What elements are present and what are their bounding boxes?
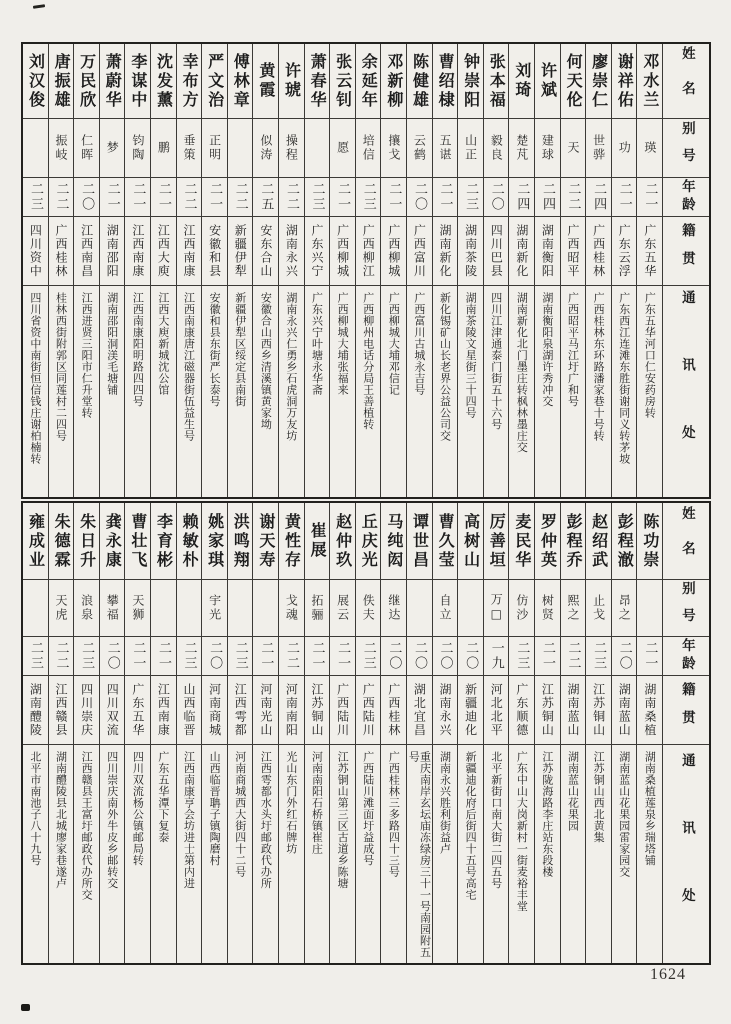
native-place-cell: 广东五华 bbox=[637, 217, 662, 285]
address-cell: 湖南桑植莲泉乡瑞塔铺 bbox=[637, 745, 662, 963]
alias-cell: 天 bbox=[561, 119, 586, 177]
native-place-cell: 湖北宜昌 bbox=[407, 676, 432, 744]
native-place-cell: 广西桂林 bbox=[49, 217, 74, 285]
alias-cell: 五谌 bbox=[433, 119, 458, 177]
native-place-cell: 湖南醴陵 bbox=[23, 676, 48, 744]
name-cell: 曹绍棣 bbox=[433, 44, 458, 118]
age-cell: 二一 bbox=[433, 178, 458, 216]
native-place-cell: 湖南蓝山 bbox=[561, 676, 586, 744]
native-place-cell: 广西陆川 bbox=[356, 676, 381, 744]
age-cell: 二二 bbox=[228, 178, 253, 216]
address-cell: 新化锡矿山长老界公益公司交 bbox=[433, 286, 458, 497]
alias-cell: 梦 bbox=[100, 119, 125, 177]
age-cell: 二〇 bbox=[433, 637, 458, 675]
age-cell: 二二 bbox=[561, 178, 586, 216]
native-place-cell: 河南商城 bbox=[202, 676, 227, 744]
alias-cell: 培信 bbox=[356, 119, 381, 177]
address-cell: 广东兴宁叶塘永华斋 bbox=[305, 286, 330, 497]
alias-cell: 钧陶 bbox=[125, 119, 150, 177]
address-cell: 广西桂林东环路潘家巷十号转 bbox=[586, 286, 611, 497]
name-cell: 黄霞 bbox=[253, 44, 278, 118]
address-cell: 山西临晋聃子镇陶磨村 bbox=[202, 745, 227, 963]
native-place-cell: 湖南永兴 bbox=[433, 676, 458, 744]
age-cell: 二二 bbox=[561, 637, 586, 675]
alias-cell: 毅良 bbox=[484, 119, 509, 177]
address-cell: 江苏铜山西北黄集 bbox=[586, 745, 611, 963]
alias-cell bbox=[305, 119, 330, 177]
alias-cell: 振岐 bbox=[49, 119, 74, 177]
alias-cell bbox=[228, 580, 253, 636]
name-cell: 谢天寿 bbox=[253, 503, 278, 579]
alias-cell bbox=[458, 580, 483, 636]
native-place-cell: 新疆伊犁 bbox=[228, 217, 253, 285]
registry-table-bottom-wrap bbox=[21, 501, 711, 965]
address-cell: 新疆迪化府后街四十五号高宅 bbox=[458, 745, 483, 963]
scan-artifact-bottom bbox=[21, 1004, 30, 1011]
name-cell: 钟崇阳 bbox=[458, 44, 483, 118]
address-cell: 江西雩都水头圩邮政代办所 bbox=[253, 745, 278, 963]
name-cell: 崔展 bbox=[305, 503, 330, 579]
name-cell: 赵仲玖 bbox=[330, 503, 355, 579]
native-place-cell: 湖南茶陵 bbox=[458, 217, 483, 285]
name-cell: 赖敏朴 bbox=[177, 503, 202, 579]
name-cell: 黄性存 bbox=[279, 503, 304, 579]
name-cell: 唐振雄 bbox=[49, 44, 74, 118]
address-cell: 广西柳州电话分局王善植转 bbox=[356, 286, 381, 497]
header-native: 籍贯 bbox=[663, 217, 709, 285]
address-cell: 重庆南岸玄坛庙冻绿房三十一号南园附五号 bbox=[407, 745, 432, 963]
native-place-cell: 湖南新化 bbox=[509, 217, 534, 285]
native-place-cell: 广西柳城 bbox=[381, 217, 406, 285]
native-place-cell: 广西桂林 bbox=[586, 217, 611, 285]
name-cell: 萧蔚华 bbox=[100, 44, 125, 118]
age-cell: 二一 bbox=[330, 178, 355, 216]
address-cell: 湖南蓝山花果园 bbox=[561, 745, 586, 963]
header-name: 姓名 bbox=[663, 503, 709, 579]
age-cell: 二一 bbox=[535, 637, 560, 675]
name-cell: 刘琦 bbox=[509, 44, 534, 118]
name-cell: 许斌 bbox=[535, 44, 560, 118]
address-cell: 广东中山大岗新村一街麦裕丰堂 bbox=[509, 745, 534, 963]
name-cell: 张云钊 bbox=[330, 44, 355, 118]
header-native: 籍贯 bbox=[663, 676, 709, 744]
native-place-cell: 湖南邵阳 bbox=[100, 217, 125, 285]
alias-cell: 垂策 bbox=[177, 119, 202, 177]
native-place-cell: 新疆迪化 bbox=[458, 676, 483, 744]
address-cell: 广西陆川滩面圩益成号 bbox=[356, 745, 381, 963]
address-cell: 湖南永兴胜利街益卢 bbox=[433, 745, 458, 963]
address-cell: 湖南新化北门墨庄转枫林墨庄交 bbox=[509, 286, 534, 497]
native-place-cell: 广东五华 bbox=[125, 676, 150, 744]
name-cell: 邓水兰 bbox=[637, 44, 662, 118]
header-age: 年龄 bbox=[663, 178, 709, 216]
alias-cell: 建球 bbox=[535, 119, 560, 177]
name-cell: 张本福 bbox=[484, 44, 509, 118]
page-number: 1624 bbox=[650, 966, 686, 983]
name-cell: 沈发薰 bbox=[151, 44, 176, 118]
age-cell: 二三 bbox=[509, 637, 534, 675]
header-addr: 通讯处 bbox=[663, 745, 709, 963]
scan-artifact-top bbox=[33, 4, 45, 9]
age-cell: 二一 bbox=[100, 178, 125, 216]
native-place-cell: 广东兴宁 bbox=[305, 217, 330, 285]
header-addr: 通讯处 bbox=[663, 286, 709, 497]
age-cell: 二三 bbox=[305, 178, 330, 216]
address-cell: 北平新街口南大街二四五号 bbox=[484, 745, 509, 963]
address-cell: 江西南康唐江磁器街伍益生号 bbox=[177, 286, 202, 497]
age-cell: 二〇 bbox=[458, 637, 483, 675]
native-place-cell: 广西陆川 bbox=[330, 676, 355, 744]
registry-table-bottom bbox=[21, 501, 711, 965]
native-place-cell: 安东合山 bbox=[253, 217, 278, 285]
name-cell: 傅林章 bbox=[228, 44, 253, 118]
address-cell: 广西富川古城永吉号 bbox=[407, 286, 432, 497]
native-place-cell: 江苏铜山 bbox=[586, 676, 611, 744]
name-cell: 马纯闳 bbox=[381, 503, 406, 579]
alias-cell: 仁晖 bbox=[74, 119, 99, 177]
name-cell: 萧春华 bbox=[305, 44, 330, 118]
name-cell: 廖崇仁 bbox=[586, 44, 611, 118]
address-cell: 广西柳城大埔张福来 bbox=[330, 286, 355, 497]
age-cell: 二三 bbox=[228, 637, 253, 675]
alias-cell bbox=[23, 119, 48, 177]
alias-cell: 戈魂 bbox=[279, 580, 304, 636]
name-cell: 朱日升 bbox=[74, 503, 99, 579]
address-cell: 河南南阳石桥镇崔庄 bbox=[305, 745, 330, 963]
address-cell: 江西南康亨会坊进士第内进 bbox=[177, 745, 202, 963]
age-cell: 二四 bbox=[509, 178, 534, 216]
name-cell: 刘汉俊 bbox=[23, 44, 48, 118]
name-cell: 万民欣 bbox=[74, 44, 99, 118]
address-cell: 四川江津通泰门街五十六号 bbox=[484, 286, 509, 497]
age-cell: 二一 bbox=[305, 637, 330, 675]
age-cell: 二一 bbox=[253, 637, 278, 675]
native-place-cell: 江西大庾 bbox=[151, 217, 176, 285]
alias-cell: 正明 bbox=[202, 119, 227, 177]
name-cell: 邓新柳 bbox=[381, 44, 406, 118]
age-cell: 二一 bbox=[202, 178, 227, 216]
name-cell: 丘庆光 bbox=[356, 503, 381, 579]
alias-cell: 天狮 bbox=[125, 580, 150, 636]
age-cell: 二二 bbox=[49, 178, 74, 216]
alias-cell: 功 bbox=[612, 119, 637, 177]
address-cell: 广东西江连滩东胜街谢同义转茅坡 bbox=[612, 286, 637, 497]
name-cell: 彭程澈 bbox=[612, 503, 637, 579]
alias-cell: 自立 bbox=[433, 580, 458, 636]
name-cell: 谭世昌 bbox=[407, 503, 432, 579]
alias-cell bbox=[253, 580, 278, 636]
registry-table-top bbox=[21, 42, 711, 499]
name-cell: 龚永康 bbox=[100, 503, 125, 579]
address-cell: 广西柳城大埔邓信记 bbox=[381, 286, 406, 497]
name-cell: 陈功崇 bbox=[637, 503, 662, 579]
name-cell: 严文治 bbox=[202, 44, 227, 118]
alias-cell bbox=[177, 580, 202, 636]
address-cell: 四川省资中南街恒信钱庄谢柏楠转 bbox=[23, 286, 48, 497]
address-cell: 广西桂林三多路四十三号 bbox=[381, 745, 406, 963]
header-name: 姓名 bbox=[663, 44, 709, 118]
native-place-cell: 湖南衡阳 bbox=[535, 217, 560, 285]
alias-cell bbox=[228, 119, 253, 177]
native-place-cell: 湖南新化 bbox=[433, 217, 458, 285]
age-cell: 二〇 bbox=[381, 637, 406, 675]
name-cell: 李育彬 bbox=[151, 503, 176, 579]
address-cell: 江苏铜山第三区古道乡陈塘 bbox=[330, 745, 355, 963]
header-age: 年龄 bbox=[663, 637, 709, 675]
age-cell: 二三 bbox=[586, 637, 611, 675]
name-cell: 曹久莹 bbox=[433, 503, 458, 579]
native-place-cell: 四川崇庆 bbox=[74, 676, 99, 744]
address-cell: 江苏陇海路李庄站东段楼 bbox=[535, 745, 560, 963]
age-cell: 二一 bbox=[125, 178, 150, 216]
native-place-cell: 广东顺德 bbox=[509, 676, 534, 744]
name-cell: 厉善垣 bbox=[484, 503, 509, 579]
native-place-cell: 广西昭平 bbox=[561, 217, 586, 285]
name-cell: 彭程乔 bbox=[561, 503, 586, 579]
header-hao: 别号 bbox=[663, 580, 709, 636]
age-cell: 二三 bbox=[23, 637, 48, 675]
native-place-cell: 江西南康 bbox=[177, 217, 202, 285]
address-cell: 湖南永兴仁勇乡石虎洞万友坊 bbox=[279, 286, 304, 497]
native-place-cell: 河南光山 bbox=[253, 676, 278, 744]
native-place-cell: 四川资中 bbox=[23, 217, 48, 285]
native-place-cell: 江西雩都 bbox=[228, 676, 253, 744]
name-cell: 谢祥佑 bbox=[612, 44, 637, 118]
alias-cell: 云鹤 bbox=[407, 119, 432, 177]
age-cell: 二三 bbox=[177, 637, 202, 675]
name-cell: 高树山 bbox=[458, 503, 483, 579]
age-cell: 二一 bbox=[330, 637, 355, 675]
age-cell: 二一 bbox=[381, 178, 406, 216]
age-cell: 二〇 bbox=[612, 637, 637, 675]
alias-cell: 熙之 bbox=[561, 580, 586, 636]
age-cell: 二二 bbox=[279, 178, 304, 216]
age-cell: 二〇 bbox=[74, 178, 99, 216]
address-cell: 安徽和县东街严长泰号 bbox=[202, 286, 227, 497]
age-cell: 二〇 bbox=[407, 178, 432, 216]
address-cell: 四川双流杨公镇邮局转 bbox=[125, 745, 150, 963]
alias-cell: 浪泉 bbox=[74, 580, 99, 636]
address-cell: 广东五华潭下复泰 bbox=[151, 745, 176, 963]
age-cell: 二三 bbox=[356, 178, 381, 216]
address-cell: 北平市南池子八十九号 bbox=[23, 745, 48, 963]
native-place-cell: 广东云浮 bbox=[612, 217, 637, 285]
address-cell: 四川崇庆南外牛皮乡邮转交 bbox=[100, 745, 125, 963]
native-place-cell: 河南南阳 bbox=[279, 676, 304, 744]
alias-cell bbox=[151, 580, 176, 636]
alias-cell: 佚夫 bbox=[356, 580, 381, 636]
alias-cell: 止戈 bbox=[586, 580, 611, 636]
address-cell: 湖南蓝山花果园雷家园交 bbox=[612, 745, 637, 963]
alias-cell: 愿 bbox=[330, 119, 355, 177]
age-cell: 二三 bbox=[356, 637, 381, 675]
name-cell: 朱德霖 bbox=[49, 503, 74, 579]
name-cell: 陈健雄 bbox=[407, 44, 432, 118]
native-place-cell: 江西南康 bbox=[151, 676, 176, 744]
native-place-cell: 四川巴县 bbox=[484, 217, 509, 285]
address-cell: 安徽合山西乡清溪镇黄家坳 bbox=[253, 286, 278, 497]
age-cell: 二二 bbox=[49, 637, 74, 675]
name-cell: 何天伦 bbox=[561, 44, 586, 118]
name-cell: 李谋中 bbox=[125, 44, 150, 118]
age-cell: 二〇 bbox=[100, 637, 125, 675]
native-place-cell: 江西南昌 bbox=[74, 217, 99, 285]
address-cell: 湖南醴陵县北城廖家巷遂卢 bbox=[49, 745, 74, 963]
native-place-cell: 湖南永兴 bbox=[279, 217, 304, 285]
name-cell: 雍成业 bbox=[23, 503, 48, 579]
age-cell: 二一 bbox=[637, 637, 662, 675]
alias-cell: 展云 bbox=[330, 580, 355, 636]
age-cell: 二五 bbox=[253, 178, 278, 216]
address-cell: 江西南康阳明路四四号 bbox=[125, 286, 150, 497]
native-place-cell: 江西赣县 bbox=[49, 676, 74, 744]
header-hao: 别号 bbox=[663, 119, 709, 177]
native-place-cell: 四川双流 bbox=[100, 676, 125, 744]
age-cell: 二一 bbox=[151, 178, 176, 216]
age-cell: 二〇 bbox=[202, 637, 227, 675]
alias-cell: 鹏 bbox=[151, 119, 176, 177]
name-cell: 曹壮飞 bbox=[125, 503, 150, 579]
native-place-cell: 山西临晋 bbox=[177, 676, 202, 744]
alias-cell: 宇光 bbox=[202, 580, 227, 636]
name-cell: 赵绍武 bbox=[586, 503, 611, 579]
name-cell: 罗仲英 bbox=[535, 503, 560, 579]
age-cell: 二四 bbox=[535, 178, 560, 216]
native-place-cell: 广西桂林 bbox=[381, 676, 406, 744]
name-cell: 麦民华 bbox=[509, 503, 534, 579]
address-cell: 湖南衡阳泉湖许秀冲交 bbox=[535, 286, 560, 497]
native-place-cell: 江西南康 bbox=[125, 217, 150, 285]
native-place-cell: 河北北平 bbox=[484, 676, 509, 744]
native-place-cell: 江苏铜山 bbox=[305, 676, 330, 744]
age-cell: 二一 bbox=[612, 178, 637, 216]
address-cell: 江西进贤三阳市仁升堂转 bbox=[74, 286, 99, 497]
address-cell: 广东五华河口仁安药房转 bbox=[637, 286, 662, 497]
alias-cell: 仿沙 bbox=[509, 580, 534, 636]
address-cell: 光山东门外红石牌坊 bbox=[279, 745, 304, 963]
age-cell: 二一 bbox=[125, 637, 150, 675]
age-cell: 二二 bbox=[177, 178, 202, 216]
age-cell: 二〇 bbox=[484, 178, 509, 216]
age-cell: 二二 bbox=[279, 637, 304, 675]
alias-cell: 继达 bbox=[381, 580, 406, 636]
alias-cell: 楚芃 bbox=[509, 119, 534, 177]
address-cell: 新疆伊犁区绥定县南街 bbox=[228, 286, 253, 497]
address-cell: 湖南茶陵文星街三十四号 bbox=[458, 286, 483, 497]
name-cell: 姚家琪 bbox=[202, 503, 227, 579]
alias-cell: 树贤 bbox=[535, 580, 560, 636]
alias-cell bbox=[23, 580, 48, 636]
alias-cell: 似涛 bbox=[253, 119, 278, 177]
alias-cell: 世骅 bbox=[586, 119, 611, 177]
age-cell: 二三 bbox=[74, 637, 99, 675]
age-cell: 二三 bbox=[23, 178, 48, 216]
alias-cell bbox=[407, 580, 432, 636]
alias-cell: 万□ bbox=[484, 580, 509, 636]
alias-cell: 昂之 bbox=[612, 580, 637, 636]
registry-table-top-wrap bbox=[21, 42, 711, 499]
alias-cell: 天虎 bbox=[49, 580, 74, 636]
address-cell: 桂林西街附郭区同莲村二四号 bbox=[49, 286, 74, 497]
address-cell: 广西昭平马江圩广和号 bbox=[561, 286, 586, 497]
address-cell: 河南商城西大街四十二号 bbox=[228, 745, 253, 963]
native-place-cell: 湖南桑植 bbox=[637, 676, 662, 744]
address-cell: 江西赣县王富圩邮政代办所交 bbox=[74, 745, 99, 963]
native-place-cell: 广西柳江 bbox=[356, 217, 381, 285]
native-place-cell: 广西柳城 bbox=[330, 217, 355, 285]
alias-cell: 攘戈 bbox=[381, 119, 406, 177]
name-cell: 许琥 bbox=[279, 44, 304, 118]
alias-cell bbox=[637, 580, 662, 636]
native-place-cell: 广西富川 bbox=[407, 217, 432, 285]
alias-cell: 山正 bbox=[458, 119, 483, 177]
name-cell: 洪鸣翔 bbox=[228, 503, 253, 579]
native-place-cell: 湖南蓝山 bbox=[612, 676, 637, 744]
age-cell: 二三 bbox=[458, 178, 483, 216]
age-cell: 一九 bbox=[484, 637, 509, 675]
alias-cell: 拓骊 bbox=[305, 580, 330, 636]
address-cell: 江西大庾新城沈公馆 bbox=[151, 286, 176, 497]
age-cell: 二一 bbox=[151, 637, 176, 675]
name-cell: 余延年 bbox=[356, 44, 381, 118]
age-cell: 二四 bbox=[586, 178, 611, 216]
age-cell: 二〇 bbox=[407, 637, 432, 675]
alias-cell: 操程 bbox=[279, 119, 304, 177]
alias-cell: 攀福 bbox=[100, 580, 125, 636]
address-cell: 湖南邵阳洞渼毛塘铺 bbox=[100, 286, 125, 497]
native-place-cell: 安徽和县 bbox=[202, 217, 227, 285]
alias-cell: 瑛 bbox=[637, 119, 662, 177]
native-place-cell: 江苏铜山 bbox=[535, 676, 560, 744]
age-cell: 二一 bbox=[637, 178, 662, 216]
name-cell: 幸布方 bbox=[177, 44, 202, 118]
